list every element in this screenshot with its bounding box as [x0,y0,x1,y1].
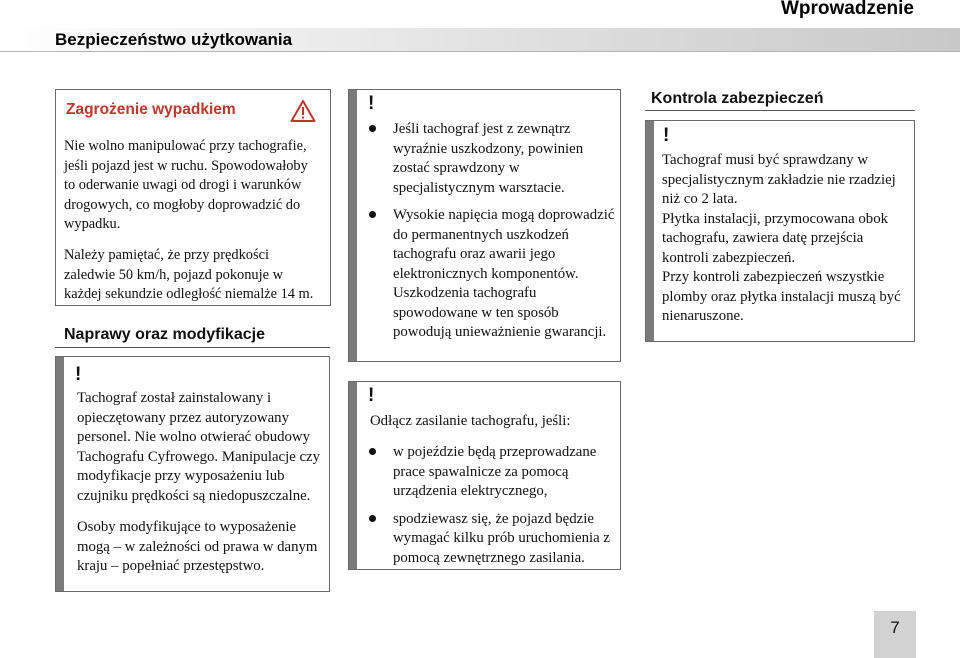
security-heading-rule [645,110,915,111]
warning-title: Zagrożenie wypadkiem [66,101,236,118]
note-bar [349,382,357,569]
security-note-box [645,120,915,342]
damage-note-box [348,89,621,362]
security-note-paragraph-1: Tachograf musi być sprawdzany w specjalistycznym zakładzie nie rzadziej niż co 2 lata. [662,152,896,207]
exclamation-icon: ! [663,125,670,146]
damage-bullet-1: Jeśli tachograf jest z zewnątrz wyraźnie uszkodzony, powinien zostać sprawdzony w specjalistycznym warsztacie. [365,120,617,198]
repairs-heading-rule [55,347,330,348]
exclamation-icon: ! [368,385,375,406]
repairs-note-paragraph-1: Tachograf został zainstalowany i opieczętowany przez autoryzowany personel. Nie wolno otwierać obudowy Tachografu Cyfrowego. Manipulacje czy modyfikacje przy wyposażeniu lub czujniku prędkości są niedopuszczalne. [77,390,321,504]
warning-paragraph-2: Należy pamiętać, że przy prędkości zaledwie 50 km/h, pojazd pokonuje w każdej sekundzie odległość niemalże 14 m. [64,246,314,303]
warning-paragraph-1: Nie wolno manipulować przy tachografie, jeśli pojazd jest w ruchu. Spowodowałoby to oderwanie uwagi od drogi i warunków drogowych, co mogłoby doprowadzić do wypadku. [64,138,308,233]
page-number [874,611,916,658]
power-bullet-1: w pojeździe będą przeprowadzane prace spawalnicze za pomocą urządzenia elektrycznego, [365,443,617,502]
warning-triangle-icon [290,99,316,123]
exclamation-icon: ! [368,93,375,114]
repairs-note-paragraph-2: Osoby modyfikujące to wyposażenie mogą – w zależności od prawa w danym kraju – popełniać przestępstwo. [77,519,318,574]
section-title: Bezpieczeństwo użytkowania [55,30,293,49]
security-note-paragraph-3: Przy kontroli zabezpieczeń wszystkie plomby oraz płytka instalacji muszą być nienaruszone. [662,269,901,324]
power-note-intro: Odłącz zasilanie tachografu, jeśli: [370,413,571,429]
exclamation-icon: ! [75,364,82,385]
security-heading: Kontrola zabezpieczeń [651,90,824,107]
bullet-dot-icon [369,448,376,455]
bullet-dot-icon [369,211,376,218]
chapter-title: Wprowadzenie [780,0,914,19]
note-bar [56,357,64,591]
damage-bullet-2: Wysokie napięcia mogą doprowadzić do permanentnych uszkodzeń tachografu oraz awarii jego elektronicznych komponentów. Uszkodzenia tachografu spowodowane w ten sposób powodują unieważnienie gwarancji. [365,206,617,343]
note-bar [349,90,357,361]
repairs-heading: Naprawy oraz modyfikacje [64,326,265,343]
page-number-label: 7 [890,618,900,637]
bullet-dot-icon [369,125,376,132]
bullet-dot-icon [369,515,376,522]
power-note-box [348,381,621,570]
power-bullet-2: spodziewasz się, że pojazd będzie wymagać kilku prób uruchomienia z pomocą zewnętrznego zasilania. [365,510,617,569]
security-note-paragraph-2: Płytka instalacji, przymocowana obok tachografu, zawiera datę przejścia kontroli zabezpieczeń. [662,210,889,266]
warning-box [55,89,331,306]
repairs-note-box [55,356,330,592]
note-bar [646,121,654,341]
